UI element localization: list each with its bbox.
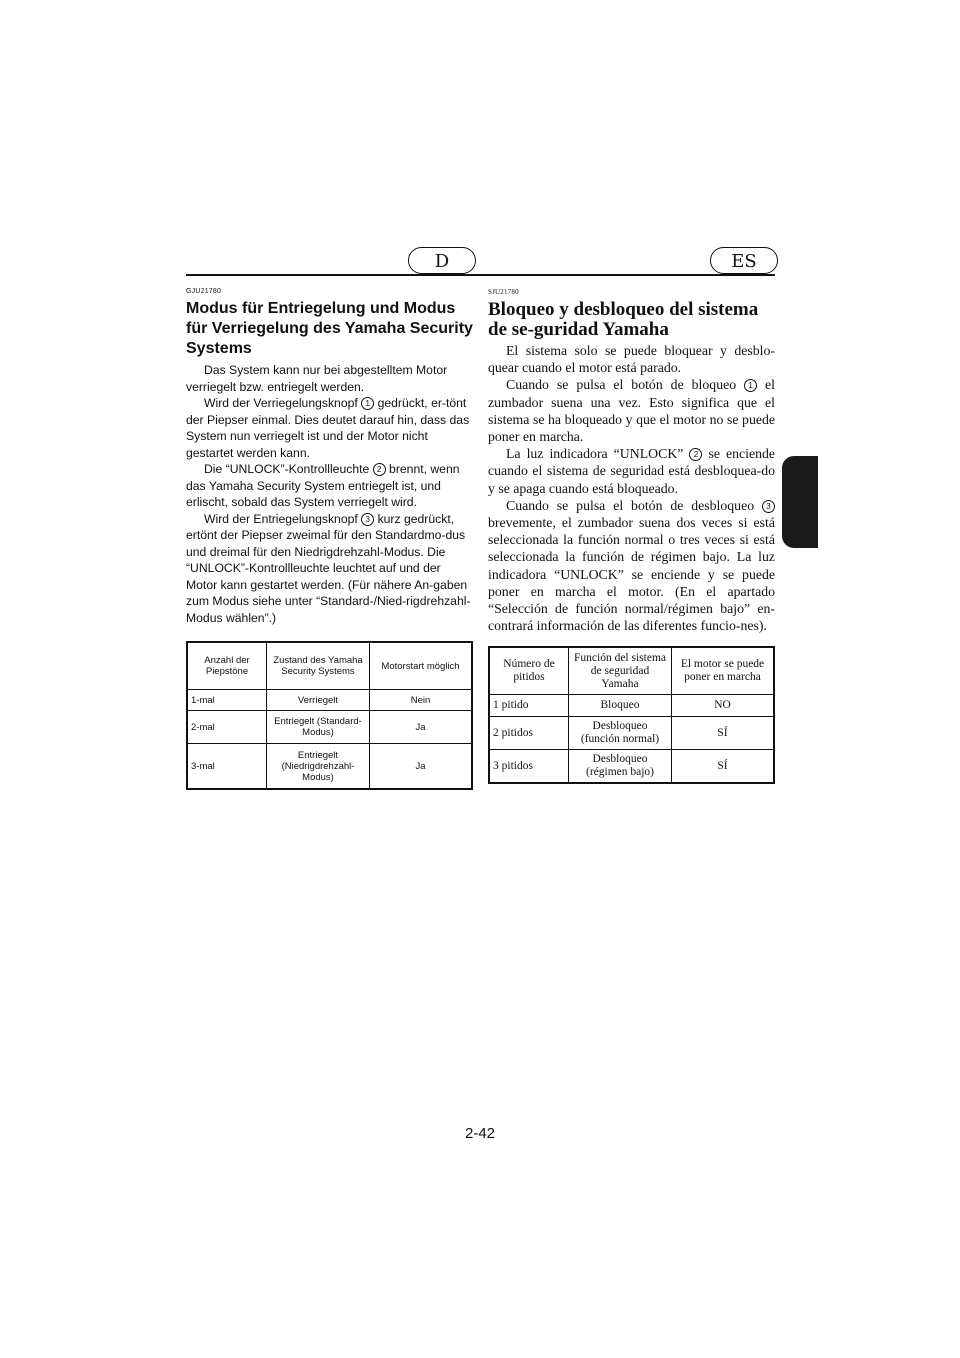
table-cell: Ja bbox=[370, 744, 473, 790]
beep-table-german bbox=[186, 641, 473, 790]
table-cell: 1-mal bbox=[187, 690, 267, 711]
table-cell: 2-mal bbox=[187, 711, 267, 744]
paragraph-3 bbox=[186, 461, 473, 511]
table-cell: Bloqueo bbox=[569, 695, 672, 717]
paragraph-4-text-b: brevemente, el zumbador suena dos veces si está seleccionada la función normal o tres veces si está seleccionada la función de régimen bajo. La luz indicadora “UNLOCK” se enciende y se puede poner en marcha el motor. (En el apartado “Selección de función normal/régimen bajo” en-contrará información de las diferentes funcio-nes). bbox=[488, 515, 775, 634]
table-row bbox=[187, 744, 472, 790]
table-header-row bbox=[489, 647, 774, 695]
page-number: 2-42 bbox=[464, 1125, 496, 1142]
paragraph-4-text-a: Cuando se pulsa el botón de desbloqueo bbox=[506, 497, 755, 513]
table-header: El motor se puede poner en marcha bbox=[672, 647, 775, 695]
table-header: Anzahl der Piepstöne bbox=[187, 642, 267, 690]
paragraph-3-text-b: se enciende cuando el sistema de seguridad está desbloquea-do y se apaga cuando está bloqueado. bbox=[488, 446, 776, 496]
paragraph-3 bbox=[488, 445, 775, 497]
language-badge-german: D bbox=[408, 247, 476, 274]
header-rule bbox=[186, 274, 775, 276]
table-header: Función del sistema de seguridad Yamaha bbox=[569, 647, 672, 695]
paragraph-4-text-b: kurz gedrückt, ertönt der Piepser zweimal für den Standardmo-dus und dreimal für den Niedrigdrehzahl-Modus. Die “UNLOCK”-Kontrollleuchte leuchtet auf und der Motor kann gestartet werden. (Für nähere An-gaben zum Modus siehe unter “Standard-/Nied-rigdrehzahl-Modus wählen”.) bbox=[186, 511, 471, 625]
paragraph-4 bbox=[488, 497, 775, 635]
table-cell: 1 pitido bbox=[489, 695, 569, 717]
reference-number-3: 3 bbox=[762, 500, 775, 513]
table-header: Número de pitidos bbox=[489, 647, 569, 695]
reference-number-3: 3 bbox=[361, 513, 374, 526]
paragraph-2-text-a: Wird der Verriegelungsknopf bbox=[204, 396, 358, 410]
table-row bbox=[187, 690, 472, 711]
paragraph-2 bbox=[186, 395, 473, 461]
beep-table-spanish bbox=[488, 646, 775, 784]
reference-number-1: 1 bbox=[361, 397, 374, 410]
paragraph-3-text-a: Die “UNLOCK”-Kontrollleuchte bbox=[204, 462, 370, 476]
paragraph-2-text-a: Cuando se pulsa el botón de bloqueo bbox=[506, 377, 737, 393]
table-row bbox=[489, 695, 774, 717]
table-cell: Nein bbox=[370, 690, 473, 711]
reference-number-2: 2 bbox=[373, 463, 386, 476]
table-row bbox=[489, 750, 774, 784]
paragraph-4 bbox=[186, 511, 473, 627]
table-header-row bbox=[187, 642, 472, 690]
section-code: GJU21780 bbox=[186, 288, 222, 295]
paragraph-2 bbox=[488, 376, 775, 445]
table-cell: Entriegelt (Niedrigdrehzahl-Modus) bbox=[267, 744, 370, 790]
section-title: Bloqueo y desbloqueo del sistema de se-guridad Yamaha bbox=[488, 299, 759, 340]
paragraph-1-text: Das System kann nur bei abgestelltem Motor verriegelt bzw. entriegelt werden. bbox=[186, 363, 448, 394]
paragraph-4-text-a: Wird der Entriegelungsknopf bbox=[204, 511, 358, 526]
table-header: Zustand des Yamaha Security Systems bbox=[267, 642, 370, 690]
table-cell: NO bbox=[672, 695, 775, 717]
chapter-tab bbox=[782, 456, 818, 548]
reference-number-1: 1 bbox=[744, 379, 757, 392]
table-cell: Entriegelt (Standard-Modus) bbox=[267, 711, 370, 744]
spanish-column bbox=[488, 288, 775, 784]
paragraph-3-text-b: brennt, wenn das Yamaha Security System entriegelt ist, und erlischt, sobald das System verriegelt wird. bbox=[186, 462, 460, 509]
paragraph-1 bbox=[488, 342, 775, 376]
table-cell: SÍ bbox=[672, 717, 775, 750]
table-cell: 3 pitidos bbox=[489, 750, 569, 784]
table-row bbox=[489, 717, 774, 750]
table-cell: Ja bbox=[370, 711, 473, 744]
section-code: SJU21780 bbox=[488, 288, 519, 296]
paragraph-2-text-b: el zumbador suena una vez. Esto significa que el sistema se ha bloqueado y que el motor no se puede poner en marcha. bbox=[488, 377, 775, 445]
table-cell: SÍ bbox=[672, 750, 775, 784]
table-header: Motorstart möglich bbox=[370, 642, 473, 690]
table-row bbox=[187, 711, 472, 744]
paragraph-1-text: El sistema solo se puede bloquear y desblo-quear cuando el motor está parado. bbox=[488, 343, 775, 376]
table-cell: 2 pitidos bbox=[489, 717, 569, 750]
paragraph-3-text-a: La luz indicadora “UNLOCK” bbox=[506, 446, 684, 462]
table-cell: Desbloqueo (función normal) bbox=[569, 717, 672, 750]
section-title: Modus für Entriegelung und Modus für Verriegelung des Yamaha Security Systems bbox=[186, 300, 473, 357]
language-badge-spanish: ES bbox=[710, 247, 778, 274]
table-cell: Desbloqueo (régimen bajo) bbox=[569, 750, 672, 784]
table-cell: 3-mal bbox=[187, 744, 267, 790]
german-column bbox=[186, 288, 473, 790]
paragraph-2-text-b: gedrückt, er-tönt der Piepser einmal. Dies deutet darauf hin, dass das System nun verriegelt ist und der Motor nicht gestartet werden kann. bbox=[186, 396, 470, 460]
reference-number-2: 2 bbox=[689, 448, 702, 461]
table-cell: Verriegelt bbox=[267, 690, 370, 711]
paragraph-1 bbox=[186, 362, 473, 395]
